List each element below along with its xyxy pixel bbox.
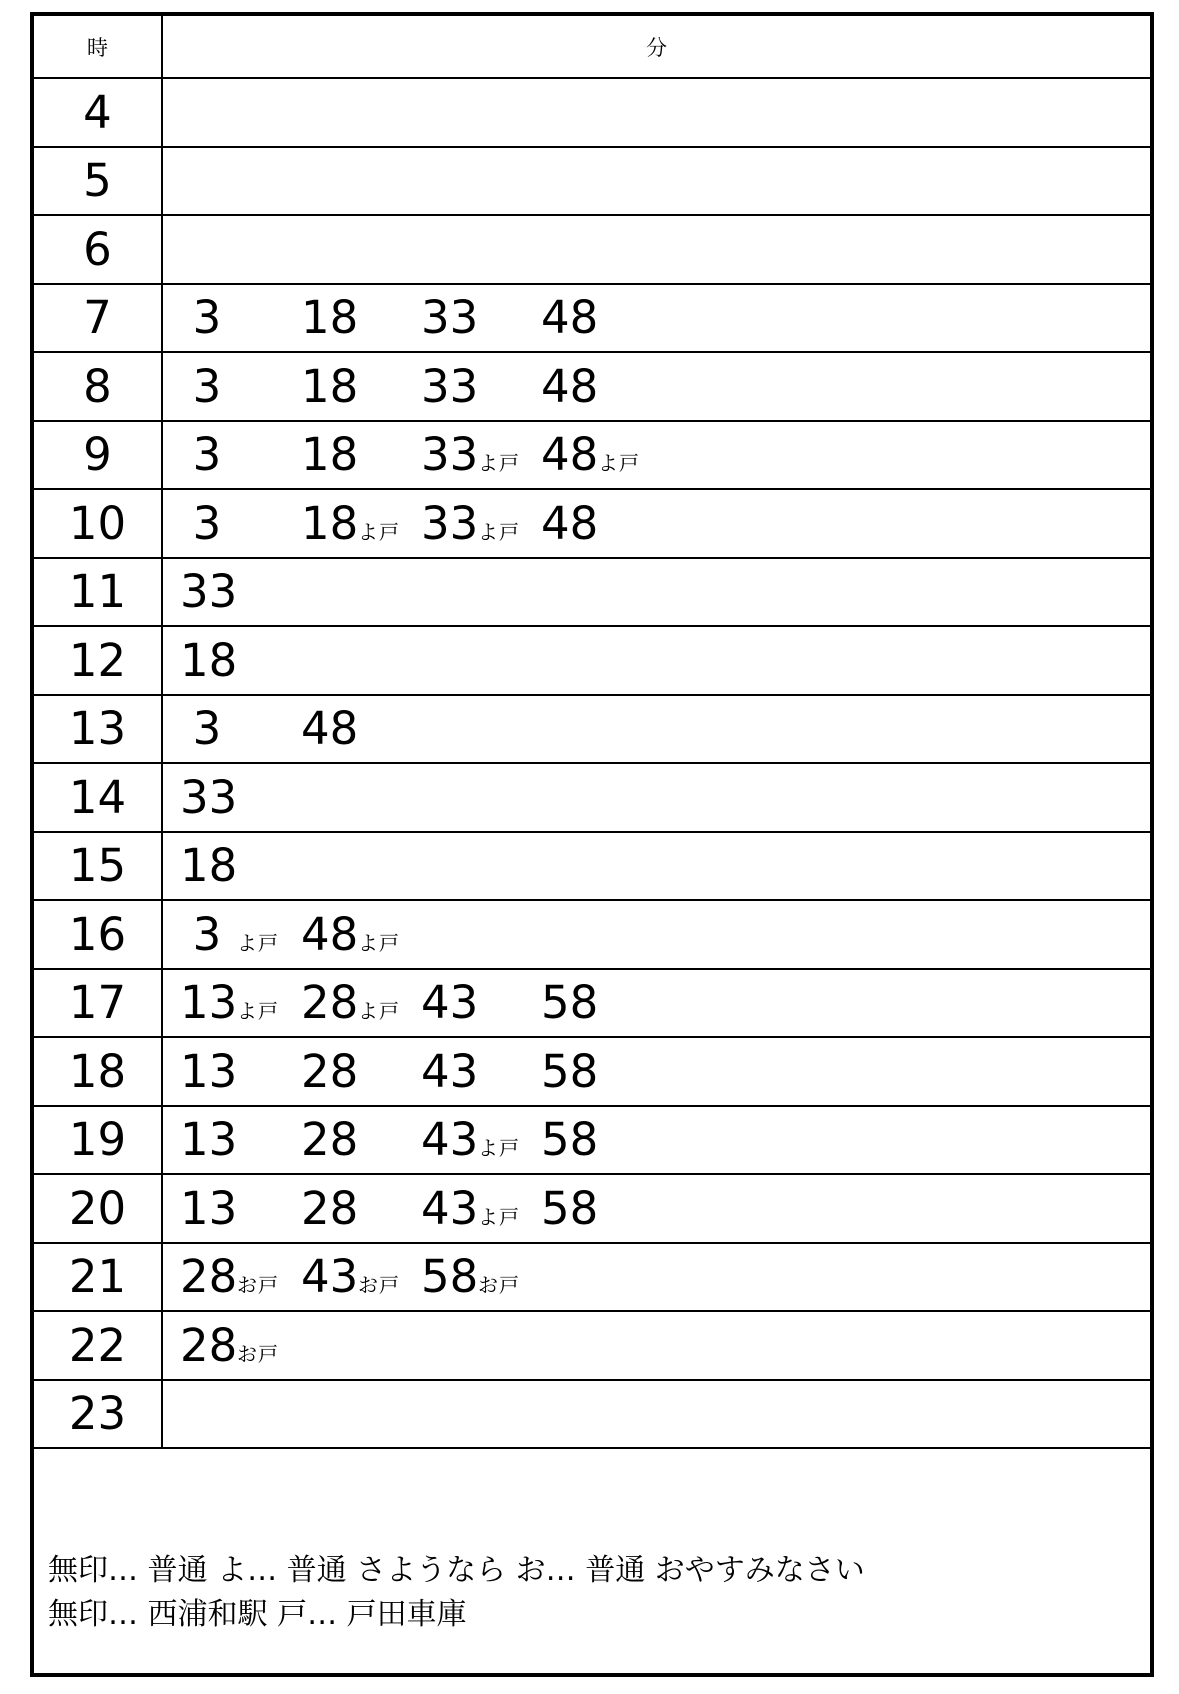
departure-minute: 48 — [541, 359, 599, 413]
departure-minute: 28 — [301, 1044, 359, 1098]
timetable-row — [34, 627, 1150, 696]
departure-mark: お戸 — [237, 1341, 279, 1366]
hour-label: 9 — [83, 428, 112, 482]
departure — [301, 901, 400, 968]
minutes-cell — [163, 422, 1150, 489]
hour-cell — [34, 1175, 163, 1242]
minute-column-header: 分 — [646, 35, 667, 60]
departure — [421, 490, 520, 557]
minutes-cell — [163, 970, 1150, 1037]
departure — [301, 696, 359, 763]
timetable — [30, 12, 1154, 1677]
departure-mark: よ戸 — [598, 451, 640, 476]
departure-minute: 48 — [301, 702, 359, 756]
departure-minute: 48 — [541, 496, 599, 550]
departure — [301, 353, 359, 420]
hour-label: 15 — [68, 839, 127, 893]
departure-minute: 43 — [421, 1181, 479, 1235]
hour-cell — [34, 696, 163, 763]
departure-minute: 13 — [180, 1113, 238, 1167]
departure-mark: よ戸 — [358, 930, 400, 955]
header-row — [34, 16, 1150, 79]
departure-minute: 33 — [421, 359, 479, 413]
timetable-row — [34, 1312, 1150, 1381]
departure — [421, 1244, 520, 1311]
departure — [301, 285, 359, 352]
minutes-cell — [163, 1244, 1150, 1311]
departure-minute: 18 — [301, 359, 359, 413]
hour-label: 14 — [68, 770, 127, 824]
hour-cell — [34, 1381, 163, 1448]
hour-cell — [34, 1107, 163, 1174]
departure — [301, 1244, 400, 1311]
minutes-cell — [163, 696, 1150, 763]
minutes-cell — [163, 148, 1150, 215]
departure-minute: 18 — [180, 839, 238, 893]
departure — [180, 901, 279, 968]
departure-mark: よ戸 — [237, 930, 279, 955]
departure-minute: 3 — [192, 359, 222, 413]
departure-minute: 13 — [180, 1044, 238, 1098]
minutes-cell — [163, 79, 1150, 146]
departure — [180, 422, 234, 489]
departure-minute: 43 — [421, 1044, 479, 1098]
departure-minute: 18 — [180, 633, 238, 687]
departure — [301, 1038, 359, 1105]
timetable-row — [34, 353, 1150, 422]
departure-minute: 18 — [301, 496, 359, 550]
hour-cell — [34, 216, 163, 283]
departure — [180, 627, 238, 694]
hour-label: 5 — [83, 154, 112, 208]
minutes-cell — [163, 559, 1150, 626]
hour-label: 21 — [68, 1250, 127, 1304]
hour-cell — [34, 1038, 163, 1105]
minutes-cell — [163, 627, 1150, 694]
departure-minute: 3 — [192, 428, 222, 482]
timetable-row — [34, 216, 1150, 285]
departure — [180, 1244, 279, 1311]
departure-minute: 33 — [180, 565, 238, 619]
departure-mark: お戸 — [237, 1273, 279, 1298]
departure-mark: よ戸 — [478, 451, 520, 476]
departure-minute: 33 — [421, 428, 479, 482]
hour-label: 4 — [83, 85, 112, 139]
departure-minute: 3 — [192, 291, 222, 345]
departure — [421, 422, 520, 489]
timetable-row — [34, 970, 1150, 1039]
timetable-row — [34, 1244, 1150, 1313]
hour-label: 6 — [83, 222, 112, 276]
hour-cell — [34, 1312, 163, 1379]
legend — [34, 1537, 1150, 1673]
departure-minute: 18 — [301, 291, 359, 345]
departure — [180, 764, 238, 831]
timetable-row — [34, 901, 1150, 970]
departure-minute: 58 — [541, 1181, 599, 1235]
departure — [421, 1107, 520, 1174]
departure-minute: 13 — [180, 1181, 238, 1235]
hour-label: 7 — [83, 291, 112, 345]
departure-minute: 58 — [541, 976, 599, 1030]
timetable-row — [34, 490, 1150, 559]
departure — [301, 1175, 359, 1242]
minutes-cell — [163, 490, 1150, 557]
minutes-cell — [163, 216, 1150, 283]
departure-minute: 28 — [301, 1113, 359, 1167]
departure — [541, 490, 599, 557]
departure-minute: 33 — [180, 770, 238, 824]
departure — [180, 1312, 279, 1379]
hour-label: 18 — [68, 1044, 127, 1098]
hour-cell — [34, 490, 163, 557]
departure — [541, 285, 599, 352]
hour-label: 20 — [68, 1181, 127, 1235]
departure — [541, 422, 640, 489]
hour-cell — [34, 901, 163, 968]
timetable-row — [34, 148, 1150, 217]
minutes-cell — [163, 764, 1150, 831]
departure-minute: 58 — [541, 1044, 599, 1098]
departure-minute: 28 — [301, 1181, 359, 1235]
hour-column-header: 時 — [34, 16, 163, 77]
hour-cell — [34, 79, 163, 146]
minutes-cell — [163, 285, 1150, 352]
departure — [421, 970, 479, 1037]
departure-minute: 43 — [301, 1250, 359, 1304]
departure — [541, 1175, 599, 1242]
departure — [421, 1175, 520, 1242]
hour-label: 10 — [68, 496, 127, 550]
departure-minute: 3 — [192, 907, 222, 961]
departure-mark: よ戸 — [478, 1204, 520, 1229]
hour-cell — [34, 1244, 163, 1311]
hour-label: 19 — [68, 1113, 127, 1167]
minutes-cell — [163, 1038, 1150, 1105]
departure-minute: 48 — [541, 291, 599, 345]
hour-label: 17 — [68, 976, 127, 1030]
departure-mark: よ戸 — [358, 519, 400, 544]
hour-label: 16 — [68, 907, 127, 961]
minutes-cell — [163, 1312, 1150, 1379]
legend-destination: 無印… 西浦和駅 戸… 戸田車庫 — [48, 1597, 467, 1632]
departure-minute: 48 — [301, 907, 359, 961]
departure-minute: 33 — [421, 496, 479, 550]
hour-label: 8 — [83, 359, 112, 413]
departure — [180, 285, 234, 352]
timetable-row — [34, 1038, 1150, 1107]
minutes-cell — [163, 353, 1150, 420]
minutes-cell — [163, 901, 1150, 968]
departure-minute: 48 — [541, 428, 599, 482]
departure — [180, 696, 234, 763]
hour-label: 22 — [68, 1318, 127, 1372]
departure — [301, 970, 400, 1037]
departure — [541, 1107, 599, 1174]
departure — [180, 833, 238, 900]
departure — [180, 1175, 238, 1242]
departure — [301, 490, 400, 557]
hour-cell — [34, 833, 163, 900]
hour-label: 23 — [68, 1387, 127, 1441]
timetable-row — [34, 1107, 1150, 1176]
departure — [180, 490, 234, 557]
departure-minute: 3 — [192, 702, 222, 756]
departure — [541, 353, 599, 420]
departure-mark: お戸 — [358, 1273, 400, 1298]
departure — [180, 970, 279, 1037]
departure-minute: 13 — [180, 976, 238, 1030]
minutes-cell — [163, 1107, 1150, 1174]
timetable-row — [34, 1175, 1150, 1244]
hour-cell — [34, 559, 163, 626]
departure-minute: 3 — [192, 496, 222, 550]
departure-mark: お戸 — [478, 1273, 520, 1298]
departure-mark: よ戸 — [358, 999, 400, 1024]
departure — [180, 559, 238, 626]
departure-minute: 43 — [421, 976, 479, 1030]
minutes-cell — [163, 1175, 1150, 1242]
departure-minute: 58 — [421, 1250, 479, 1304]
departure — [180, 353, 234, 420]
departure-minute: 18 — [301, 428, 359, 482]
departure — [421, 285, 479, 352]
departure-minute: 43 — [421, 1113, 479, 1167]
minutes-cell — [163, 1381, 1150, 1448]
departure-mark: よ戸 — [478, 1136, 520, 1161]
departure — [301, 1107, 359, 1174]
hour-cell — [34, 353, 163, 420]
departure — [301, 422, 359, 489]
hour-cell — [34, 970, 163, 1037]
departure-minute: 28 — [180, 1250, 238, 1304]
departure-mark: よ戸 — [478, 519, 520, 544]
departure-minute: 28 — [180, 1318, 238, 1372]
departure — [541, 1038, 599, 1105]
hour-cell — [34, 285, 163, 352]
timetable-row — [34, 559, 1150, 628]
departure-minute: 58 — [541, 1113, 599, 1167]
hour-label: 11 — [68, 565, 127, 619]
hour-cell — [34, 422, 163, 489]
timetable-row — [34, 422, 1150, 491]
legend-service-type: 無印… 普通 よ… 普通 さようなら お… 普通 おやすみなさい — [48, 1553, 865, 1588]
hour-cell — [34, 764, 163, 831]
minutes-cell — [163, 833, 1150, 900]
timetable-row — [34, 79, 1150, 148]
timetable-row — [34, 833, 1150, 902]
departure-minute: 33 — [421, 291, 479, 345]
timetable-row — [34, 764, 1150, 833]
departure — [421, 353, 479, 420]
hour-label: 13 — [68, 702, 127, 756]
hour-cell — [34, 627, 163, 694]
departure — [541, 970, 599, 1037]
departure-mark: よ戸 — [237, 999, 279, 1024]
departure-minute: 28 — [301, 976, 359, 1030]
departure — [421, 1038, 479, 1105]
hour-cell — [34, 148, 163, 215]
timetable-row — [34, 696, 1150, 765]
departure — [180, 1107, 238, 1174]
timetable-row — [34, 285, 1150, 354]
departure — [180, 1038, 238, 1105]
timetable-row — [34, 1381, 1150, 1450]
hour-label: 12 — [68, 633, 127, 687]
